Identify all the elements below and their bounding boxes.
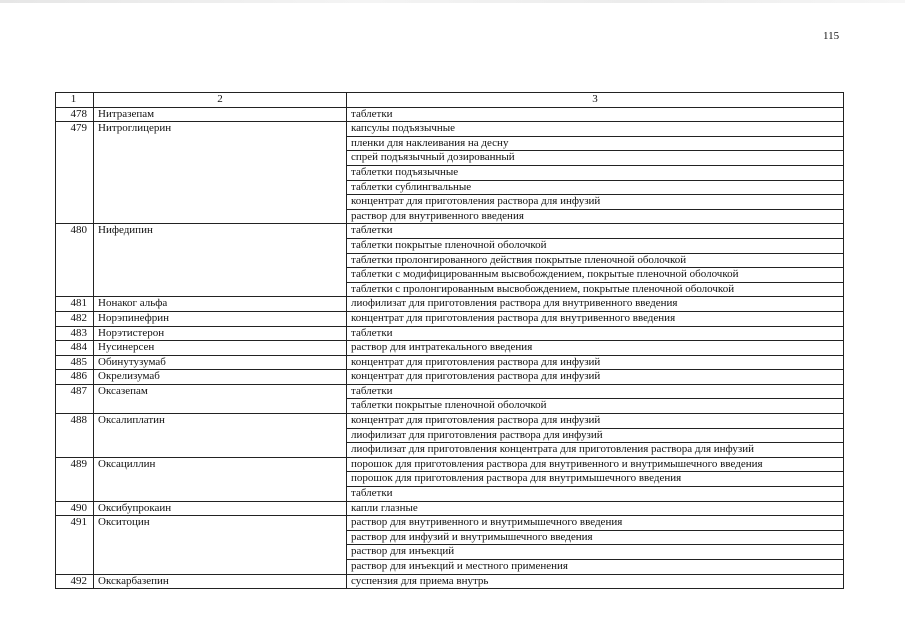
entry-number: 483 [56, 326, 94, 341]
dosage-form: таблетки [347, 224, 844, 239]
dosage-form: раствор для инфузий и внутримышечного введения [347, 530, 844, 545]
drug-name: Окситоцин [94, 516, 347, 574]
page-number: 115 [823, 30, 840, 42]
entry-number: 478 [56, 107, 94, 122]
dosage-form: пленки для наклеивания на десну [347, 136, 844, 151]
drug-name: Окрелизумаб [94, 370, 347, 385]
dosage-form: порошок для приготовления раствора для внутримышечного введения [347, 472, 844, 487]
dosage-form: спрей подъязычный дозированный [347, 151, 844, 166]
table-header-row [56, 93, 844, 108]
dosage-form: концентрат для приготовления раствора для инфузий [347, 195, 844, 210]
dosage-form: таблетки пролонгированного действия покрытые пленочной оболочкой [347, 253, 844, 268]
dosage-form: раствор для внутривенного введения [347, 209, 844, 224]
table-row [56, 457, 844, 472]
dosage-form: концентрат для приготовления раствора для инфузий [347, 414, 844, 429]
entry-number: 485 [56, 355, 94, 370]
entry-number: 480 [56, 224, 94, 297]
scan-edge [0, 0, 905, 3]
dosage-form: капсулы подъязычные [347, 122, 844, 137]
table-row [56, 414, 844, 429]
header-col-1: 1 [56, 93, 94, 108]
table-row [56, 370, 844, 385]
entry-number: 484 [56, 341, 94, 356]
header-col-3: 3 [347, 93, 844, 108]
dosage-form: лиофилизат для приготовления раствора для инфузий [347, 428, 844, 443]
entry-number: 482 [56, 311, 94, 326]
drug-name: Нифедипин [94, 224, 347, 297]
table-row [56, 574, 844, 589]
drug-name: Норэпинефрин [94, 311, 347, 326]
dosage-form: таблетки [347, 107, 844, 122]
dosage-form: лиофилизат для приготовления раствора для внутривенного введения [347, 297, 844, 312]
dosage-form: таблетки покрытые пленочной оболочкой [347, 238, 844, 253]
dosage-form: таблетки с модифицированным высвобождением, покрытые пленочной оболочкой [347, 268, 844, 283]
dosage-form: таблетки покрытые пленочной оболочкой [347, 399, 844, 414]
drug-name: Нусинерсен [94, 341, 347, 356]
table-row [56, 341, 844, 356]
header-col-2: 2 [94, 93, 347, 108]
table-row [56, 355, 844, 370]
table-row [56, 107, 844, 122]
drug-name: Оксалиплатин [94, 414, 347, 458]
dosage-form: раствор для инъекций [347, 545, 844, 560]
drug-name: Оксибупрокаин [94, 501, 347, 516]
table-row [56, 326, 844, 341]
dosage-form: раствор для инъекций и местного применения [347, 560, 844, 575]
drug-name: Нонаког альфа [94, 297, 347, 312]
drug-table [55, 92, 844, 589]
drug-name: Оксазепам [94, 384, 347, 413]
dosage-form: концентрат для приготовления раствора для инфузий [347, 370, 844, 385]
dosage-form: таблетки [347, 326, 844, 341]
table-body [56, 93, 844, 589]
drug-name: Нитразепам [94, 107, 347, 122]
dosage-form: таблетки сублингвальные [347, 180, 844, 195]
entry-number: 479 [56, 122, 94, 224]
dosage-form: концентрат для приготовления раствора для внутривенного введения [347, 311, 844, 326]
dosage-form: таблетки [347, 384, 844, 399]
dosage-form: раствор для внутривенного и внутримышечного введения [347, 516, 844, 531]
entry-number: 481 [56, 297, 94, 312]
entry-number: 491 [56, 516, 94, 574]
drug-name: Оксациллин [94, 457, 347, 501]
dosage-form: суспензия для приема внутрь [347, 574, 844, 589]
dosage-form: концентрат для приготовления раствора для инфузий [347, 355, 844, 370]
table-row [56, 297, 844, 312]
table-row [56, 516, 844, 531]
table-row [56, 311, 844, 326]
entry-number: 487 [56, 384, 94, 413]
dosage-form: раствор для интратекального введения [347, 341, 844, 356]
dosage-form: таблетки [347, 487, 844, 502]
table-row [56, 224, 844, 239]
drug-name: Норэтистерон [94, 326, 347, 341]
dosage-form: таблетки подъязычные [347, 165, 844, 180]
table-row [56, 384, 844, 399]
entry-number: 490 [56, 501, 94, 516]
entry-number: 488 [56, 414, 94, 458]
drug-name: Окскарбазепин [94, 574, 347, 589]
table-row [56, 501, 844, 516]
dosage-form: таблетки с пролонгированным высвобождением, покрытые пленочной оболочкой [347, 282, 844, 297]
entry-number: 486 [56, 370, 94, 385]
dosage-form: порошок для приготовления раствора для внутривенного и внутримышечного введения [347, 457, 844, 472]
dosage-form: капли глазные [347, 501, 844, 516]
drug-name: Обинутузумаб [94, 355, 347, 370]
drug-name: Нитроглицерин [94, 122, 347, 224]
dosage-form: лиофилизат для приготовления концентрата для приготовления раствора для инфузий [347, 443, 844, 458]
table-row [56, 122, 844, 137]
entry-number: 492 [56, 574, 94, 589]
entry-number: 489 [56, 457, 94, 501]
